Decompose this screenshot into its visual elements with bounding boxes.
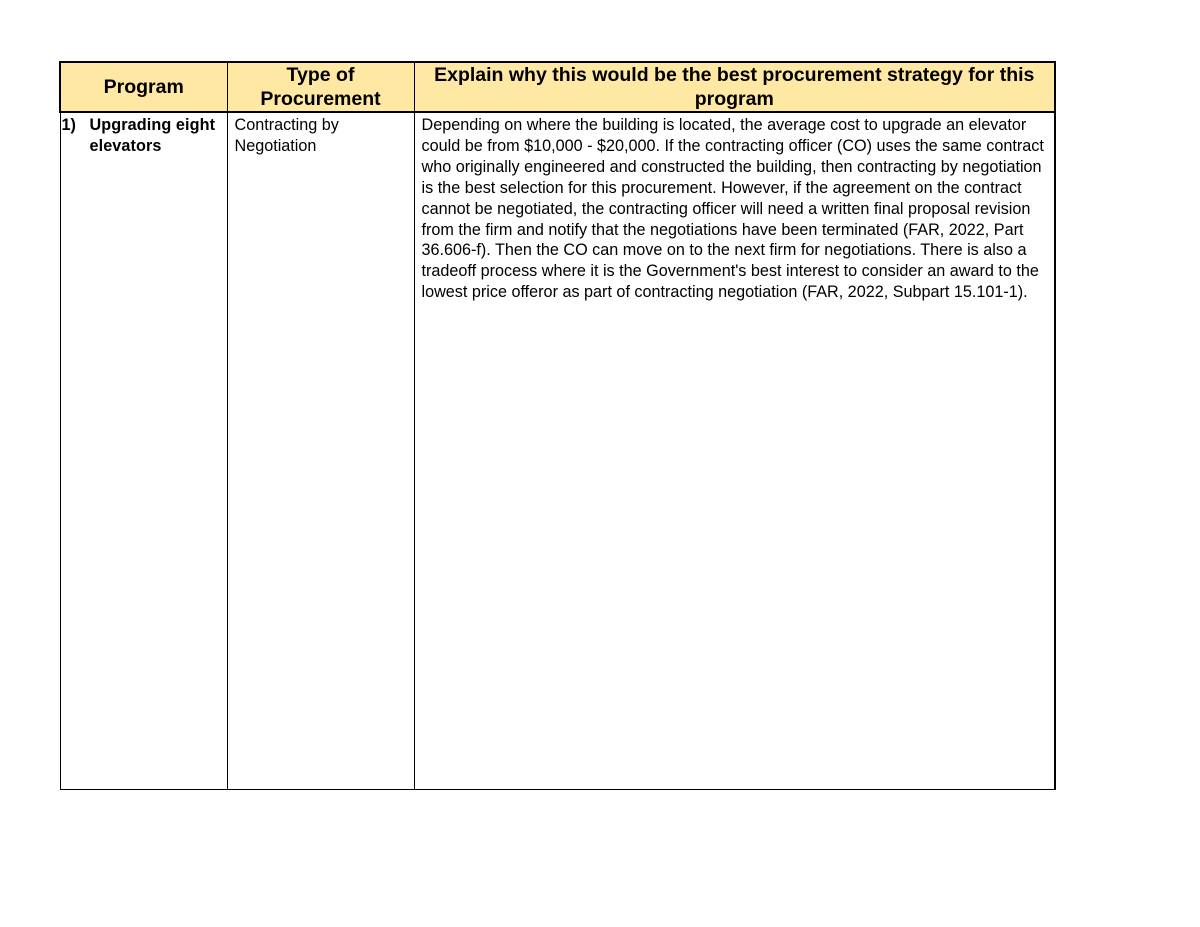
table-header-row (60, 62, 1055, 112)
header-program: Program (60, 62, 227, 112)
program-number: 1) (61, 116, 76, 134)
explanation-text: Depending on where the building is located, the average cost to upgrade an elevator could be from $10,000 - $20,000. If the contracting officer (CO) uses the same contract who originally engineered and constructed the building, then contracting by negotiation is the best selection for this procurement. However, if the agreement on the contract cannot be negotiated, the contracting officer will need a written final proposal revision from the firm and notify that the negotiations have been terminated (FAR, 2022, Part 36.606-f). Then the CO can move on to the next firm for negotiations. There is also a tradeoff process where it is the Government's best interest to consider an award to the lowest price offeror as part of contracting negotiation (FAR, 2022, Subpart 15.101-1). (421, 116, 1044, 302)
type-cell (227, 112, 414, 790)
procurement-type: Contracting by Negotiation (234, 116, 339, 155)
table-row (60, 112, 1055, 790)
header-explanation: Explain why this would be the best procurement strategy for this program (414, 62, 1055, 112)
program-entry (61, 113, 227, 157)
program-cell (60, 112, 227, 790)
header-type-of-procurement: Type of Procurement (227, 62, 414, 112)
program-name: Upgrading eight elevators (89, 116, 216, 155)
procurement-table (59, 61, 1056, 790)
explanation-cell (414, 112, 1055, 790)
